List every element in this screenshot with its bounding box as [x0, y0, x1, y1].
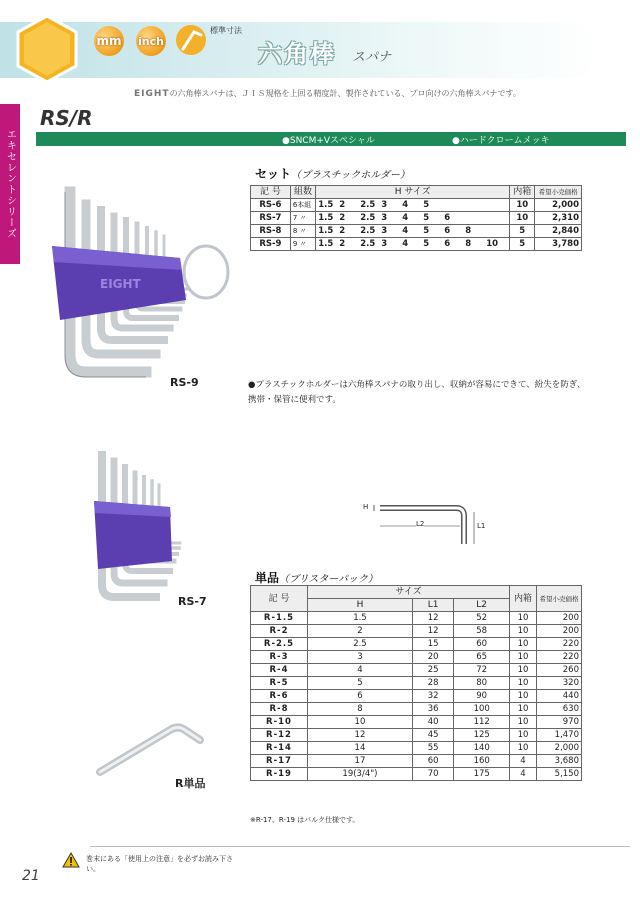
rs7-label: RS-7	[178, 595, 207, 608]
hexagon-logo-icon	[16, 14, 78, 84]
single-l1-cell: 70	[412, 768, 453, 781]
single-l2-cell: 58	[454, 625, 510, 638]
single-code-cell: R-4	[251, 664, 308, 677]
single-table-row	[251, 755, 582, 768]
set-size-value: 2	[339, 200, 346, 210]
single-code-cell: R-3	[251, 651, 308, 664]
set-size-value: 5	[423, 213, 430, 223]
single-l2-cell: 60	[454, 638, 510, 651]
col-box: 内箱	[510, 186, 535, 199]
single-code-cell: R-12	[251, 729, 308, 742]
set-table-row	[251, 199, 582, 212]
rs9-label: RS-9	[170, 376, 199, 389]
set-price-cell: 3,780	[535, 238, 582, 251]
single-code-cell: R-10	[251, 716, 308, 729]
set-size-value: 2.5	[360, 213, 376, 223]
set-sizes-cell	[316, 238, 510, 251]
single-box-cell: 10	[510, 651, 537, 664]
brand-name: EIGHT	[134, 89, 170, 99]
page-subtitle: スパナ	[352, 50, 392, 65]
set-section-title	[255, 165, 410, 182]
col-price: 希望小売価格	[537, 586, 582, 612]
single-l1-cell: 20	[412, 651, 453, 664]
single-h-cell: 12	[308, 729, 413, 742]
single-box-cell: 10	[510, 677, 537, 690]
single-price-cell: 2,000	[537, 742, 582, 755]
single-price-cell: 3,680	[537, 755, 582, 768]
set-size-value: 4	[402, 239, 409, 249]
single-table-row	[251, 677, 582, 690]
col-h-size: H サイズ	[316, 186, 510, 199]
single-l2-cell: 90	[454, 690, 510, 703]
rs7-set-image	[80, 445, 200, 615]
single-code-cell: R-2.5	[251, 638, 308, 651]
single-l1-cell: 60	[412, 755, 453, 768]
feature-1: ●SNCM+Vスペシャル	[282, 136, 375, 146]
set-size-value: 2	[339, 239, 346, 249]
page-number: 21	[22, 868, 40, 884]
single-price-cell: 220	[537, 638, 582, 651]
series-title: RS/R	[40, 106, 93, 130]
single-box-cell: 10	[510, 690, 537, 703]
set-count-cell: 8 〃	[290, 225, 315, 238]
set-size-value: 2.5	[360, 226, 376, 236]
series-side-tab: エキセレントシリーズ	[0, 104, 20, 264]
bulk-footnote: ※R-17、R-19 はバルク仕様です。	[250, 816, 360, 824]
set-count-cell: 7 〃	[290, 212, 315, 225]
single-l1-cell: 12	[412, 625, 453, 638]
single-section-title	[255, 569, 378, 586]
single-l2-cell: 125	[454, 729, 510, 742]
single-h-cell: 19(3/4")	[308, 768, 413, 781]
single-price-cell: 260	[537, 664, 582, 677]
single-l1-cell: 32	[412, 690, 453, 703]
table-header-row	[251, 186, 582, 199]
single-h-cell: 14	[308, 742, 413, 755]
single-table-row	[251, 651, 582, 664]
single-code-cell: R-6	[251, 690, 308, 703]
col-code: 記 号	[251, 586, 308, 612]
single-box-cell: 10	[510, 625, 537, 638]
single-price-cell: 5,150	[537, 768, 582, 781]
intro-body: の六角棒スパナは、ＪＩＳ規格を上回る精度計、製作されている、プロ向けの六角棒スパナです。	[169, 89, 521, 98]
single-title-text: 単品	[255, 571, 280, 585]
single-table-row	[251, 768, 582, 781]
set-count-cell: 6本組	[290, 199, 315, 212]
single-h-cell: 10	[308, 716, 413, 729]
set-size-value: 3	[381, 239, 388, 249]
single-h-cell: 17	[308, 755, 413, 768]
single-price-cell: 320	[537, 677, 582, 690]
set-code-cell: RS-9	[251, 238, 291, 251]
mm-badge: mm	[94, 26, 124, 56]
single-price-cell: 220	[537, 651, 582, 664]
set-size-value: 6	[444, 239, 451, 249]
set-size-value: 4	[402, 213, 409, 223]
r-single-label: R単品	[175, 777, 206, 790]
set-size-value: 1.5	[318, 213, 334, 223]
set-count-cell: 9 〃	[290, 238, 315, 251]
set-size-value: 2.5	[360, 239, 376, 249]
single-code-cell: R-5	[251, 677, 308, 690]
set-box-cell: 5	[510, 225, 535, 238]
set-code-cell: RS-8	[251, 225, 291, 238]
set-subtitle-text: （プラスチックホルダー）	[291, 170, 410, 181]
set-size-value: 8	[465, 226, 472, 236]
col-price: 希望小売価格	[535, 186, 582, 199]
single-box-cell: 10	[510, 729, 537, 742]
dimension-diagram	[360, 498, 490, 550]
single-l1-cell: 12	[412, 612, 453, 625]
col-count: 組数	[290, 186, 315, 199]
holder-note: ●プラスチックホルダーは六角棒スパナの取り出し、収納が容易にできて、紛失を防ぎ、携帯・保管に便利です。	[248, 380, 586, 405]
single-h-cell: 5	[308, 677, 413, 690]
single-table-row	[251, 638, 582, 651]
col-h: H	[308, 599, 413, 612]
single-l2-cell: 65	[454, 651, 510, 664]
single-table-row	[251, 625, 582, 638]
single-l2-cell: 160	[454, 755, 510, 768]
single-l2-cell: 140	[454, 742, 510, 755]
standard-size-label: 標準寸法	[210, 26, 242, 35]
single-h-cell: 1.5	[308, 612, 413, 625]
single-subtitle-text: （ブリスターパック）	[279, 574, 378, 585]
single-table-row	[251, 664, 582, 677]
single-box-cell: 10	[510, 742, 537, 755]
single-price-cell: 200	[537, 625, 582, 638]
single-l1-cell: 28	[412, 677, 453, 690]
single-h-cell: 4	[308, 664, 413, 677]
single-l1-cell: 36	[412, 703, 453, 716]
single-code-cell: R-19	[251, 768, 308, 781]
single-box-cell: 10	[510, 664, 537, 677]
set-size-value: 2	[339, 213, 346, 223]
set-table	[250, 185, 582, 251]
single-l2-cell: 80	[454, 677, 510, 690]
dim-h-label: H	[363, 503, 369, 511]
single-l1-cell: 15	[412, 638, 453, 651]
set-size-value: 4	[402, 200, 409, 210]
single-table-row	[251, 742, 582, 755]
set-table-row	[251, 225, 582, 238]
set-table-row	[251, 212, 582, 225]
single-l2-cell: 175	[454, 768, 510, 781]
single-l2-cell: 72	[454, 664, 510, 677]
single-price-cell: 1,470	[537, 729, 582, 742]
single-code-cell: R-14	[251, 742, 308, 755]
set-table-row	[251, 238, 582, 251]
single-price-cell: 440	[537, 690, 582, 703]
set-size-value: 3	[381, 226, 388, 236]
warning-icon	[62, 852, 80, 868]
single-box-cell: 10	[510, 612, 537, 625]
single-table-row	[251, 716, 582, 729]
single-l2-cell: 52	[454, 612, 510, 625]
set-code-cell: RS-7	[251, 212, 291, 225]
dim-l2-label: L2	[416, 520, 425, 528]
set-size-value: 1.5	[318, 239, 334, 249]
single-price-cell: 630	[537, 703, 582, 716]
set-size-value: 1.5	[318, 200, 334, 210]
col-l1: L1	[412, 599, 453, 612]
single-table-row	[251, 729, 582, 742]
single-l1-cell: 45	[412, 729, 453, 742]
single-box-cell: 10	[510, 638, 537, 651]
holder-brand-text: EIGHT	[100, 277, 141, 291]
rs9-set-image	[38, 180, 238, 390]
page-title: 六角棒	[258, 40, 336, 68]
set-box-cell: 10	[510, 199, 535, 212]
r-single-image	[92, 712, 212, 782]
set-size-value: 6	[444, 226, 451, 236]
single-box-cell: 4	[510, 768, 537, 781]
single-h-cell: 6	[308, 690, 413, 703]
dim-l1-label: L1	[477, 522, 486, 530]
set-size-value: 3	[381, 200, 388, 210]
col-l2: L2	[454, 599, 510, 612]
set-size-value: 2	[339, 226, 346, 236]
single-table-row	[251, 690, 582, 703]
inch-badge: inch	[136, 26, 166, 56]
set-size-value: 10	[486, 239, 499, 249]
single-h-cell: 8	[308, 703, 413, 716]
set-size-value: 6	[444, 213, 451, 223]
footer-warning: 巻末にある「使用上の注意」を必ずお読み下さい。	[86, 855, 233, 873]
set-title-text: セット	[255, 167, 292, 181]
set-size-value: 1.5	[318, 226, 334, 236]
set-box-cell: 5	[510, 238, 535, 251]
set-sizes-cell	[316, 212, 510, 225]
intro-text	[134, 88, 521, 99]
single-table-row	[251, 612, 582, 625]
single-price-cell: 970	[537, 716, 582, 729]
col-box: 内箱	[510, 586, 537, 612]
set-size-value: 8	[465, 239, 472, 249]
set-size-value: 3	[381, 213, 388, 223]
footer-divider	[90, 846, 630, 847]
set-box-cell: 10	[510, 212, 535, 225]
single-table-row	[251, 703, 582, 716]
single-code-cell: R-1.5	[251, 612, 308, 625]
set-sizes-cell	[316, 199, 510, 212]
single-table	[250, 585, 582, 781]
col-code: 記 号	[251, 186, 291, 199]
feature-2: ●ハードクロームメッキ	[452, 136, 550, 146]
single-box-cell: 10	[510, 716, 537, 729]
set-price-cell: 2,000	[535, 199, 582, 212]
set-size-value: 4	[402, 226, 409, 236]
single-price-cell: 200	[537, 612, 582, 625]
set-sizes-cell	[316, 225, 510, 238]
set-price-cell: 2,310	[535, 212, 582, 225]
set-code-cell: RS-6	[251, 199, 291, 212]
col-size: サイズ	[308, 586, 510, 599]
single-code-cell: R-8	[251, 703, 308, 716]
single-l1-cell: 55	[412, 742, 453, 755]
set-size-value: 5	[423, 200, 430, 210]
single-h-cell: 3	[308, 651, 413, 664]
single-code-cell: R-2	[251, 625, 308, 638]
single-l1-cell: 40	[412, 716, 453, 729]
set-price-cell: 2,840	[535, 225, 582, 238]
set-size-value: 2.5	[360, 200, 376, 210]
set-size-value: 5	[423, 239, 430, 249]
single-l2-cell: 112	[454, 716, 510, 729]
set-size-value: 5	[423, 226, 430, 236]
single-code-cell: R-17	[251, 755, 308, 768]
single-box-cell: 4	[510, 755, 537, 768]
single-l1-cell: 25	[412, 664, 453, 677]
single-h-cell: 2	[308, 625, 413, 638]
single-h-cell: 2.5	[308, 638, 413, 651]
table-header-row	[251, 586, 582, 599]
single-l2-cell: 100	[454, 703, 510, 716]
single-box-cell: 10	[510, 703, 537, 716]
hex-wrench-icon	[174, 24, 208, 56]
